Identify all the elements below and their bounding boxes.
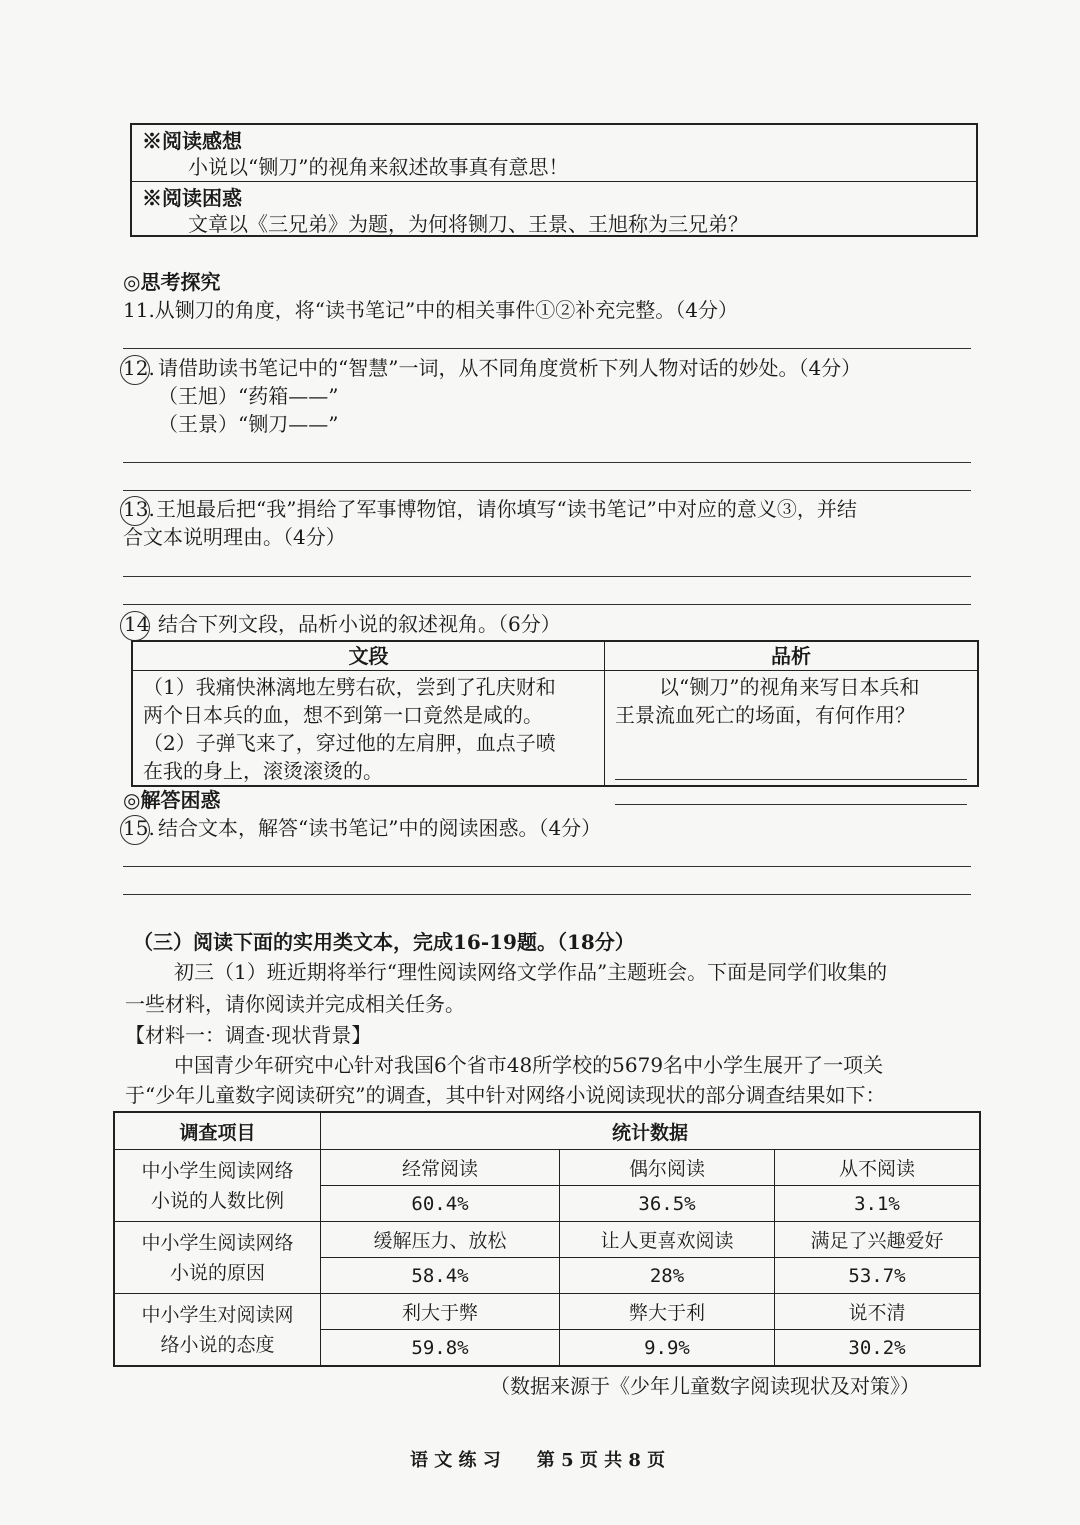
notes-label-thoughts: ※阅读感想 — [142, 129, 242, 153]
value-cell: 9.9% — [560, 1330, 775, 1367]
answer-line — [123, 604, 971, 605]
answer-line — [615, 779, 967, 780]
material-1-para-2: 于“少年儿童数字阅读研究”的调查，其中针对网络小说阅读现状的部分调查结果如下： — [125, 1083, 886, 1107]
answer-line — [123, 462, 971, 463]
row-item-reading-ratio: 中小学生阅读网络 小说的人数比例 — [114, 1150, 321, 1222]
value-cell: 59.8% — [321, 1330, 560, 1367]
dialogue-wang-jing: （王景）“铡刀——” — [158, 412, 339, 436]
value-cell: 53.7% — [775, 1258, 981, 1294]
material-1-para-1: 中国青少年研究中心针对我国6个省市48所学校的5679名中小学生展开了一项关 — [174, 1053, 884, 1077]
question-11: 11.从铡刀的角度，将“读书笔记”中的相关事件①②补充完整。（4分） — [123, 298, 738, 322]
row-item-attitude: 中小学生对阅读网 络小说的态度 — [114, 1294, 321, 1367]
question-12-number: 12. — [123, 356, 155, 380]
notes-label-confusion: ※阅读困惑 — [142, 186, 242, 210]
answer-line — [123, 576, 971, 577]
reading-notes-box — [130, 123, 978, 237]
label-cell: 弊大于利 — [560, 1294, 775, 1330]
answer-line — [123, 348, 971, 349]
section-think-heading: ◎思考探究 — [123, 270, 221, 294]
passage-2a: （2）子弹飞来了，穿过他的左肩胛，血点子喷 — [143, 731, 556, 755]
value-cell: 36.5% — [560, 1186, 775, 1222]
question-12: 请借助读书笔记中的“智慧”一词，从不同角度赏析下列人物对话的妙处。（4分） — [158, 356, 862, 380]
question-13: 王旭最后把“我”捐给了军事博物馆，请你填写“读书笔记”中对应的意义③，并结 — [156, 497, 857, 521]
label-cell: 缓解压力、放松 — [321, 1222, 560, 1258]
part-3-intro-1: 初三（1）班近期将举行“理性阅读网络文学作品”主题班会。下面是同学们收集的 — [174, 960, 888, 984]
passage-2b: 在我的身上，滚烫滚烫的。 — [143, 759, 383, 783]
analysis-cell — [605, 671, 979, 787]
label-cell: 满足了兴趣爱好 — [775, 1222, 981, 1258]
survey-table — [113, 1111, 981, 1367]
section-answer-heading: ◎解答困惑 — [123, 788, 221, 812]
col-passage-header: 文段 — [132, 641, 605, 671]
question-13-cont: 合文本说明理由。（4分） — [123, 525, 346, 549]
question-14: 结合下列文段，品析小说的叙述视角。（6分） — [158, 612, 561, 636]
page-footer: 语 文 练 习 第 5 页 共 8 页 — [410, 1450, 666, 1471]
question-15: 结合文本，解答“读书笔记”中的阅读困惑。（4分） — [158, 816, 602, 840]
label-cell: 说不清 — [775, 1294, 981, 1330]
dialogue-wang-xu: （王旭）“药箱——” — [158, 384, 339, 408]
question-15-number: 15. — [123, 816, 155, 840]
label-cell: 从不阅读 — [775, 1150, 981, 1186]
label-cell: 偶尔阅读 — [560, 1150, 775, 1186]
question-14-number: 14 — [124, 612, 150, 636]
notes-divider — [132, 181, 976, 182]
part-3-title: （三）阅读下面的实用类文本，完成16-19题。（18分） — [133, 930, 635, 954]
value-cell: 58.4% — [321, 1258, 560, 1294]
passage-cell — [132, 671, 605, 787]
passage-1a: （1）我痛快淋漓地左劈右砍，尝到了孔庆财和 — [143, 675, 556, 699]
notes-text-confusion: 文章以《三兄弟》为题，为何将铡刀、王景、王旭称为三兄弟？ — [188, 212, 748, 236]
question-14-table — [131, 640, 979, 787]
analysis-prompt-1: 以“铡刀”的视角来写日本兵和 — [659, 675, 920, 699]
part-3-intro-2: 一些材料，请你阅读并完成相关任务。 — [125, 992, 465, 1016]
row-item-reasons: 中小学生阅读网络 小说的原因 — [114, 1222, 321, 1294]
value-cell: 3.1% — [775, 1186, 981, 1222]
header-statistics: 统计数据 — [321, 1112, 981, 1150]
answer-line — [123, 894, 971, 895]
col-analysis-header: 品析 — [605, 641, 979, 671]
notes-text-thoughts: 小说以“铡刀”的视角来叙述故事真有意思！ — [188, 155, 569, 179]
value-cell: 28% — [560, 1258, 775, 1294]
answer-line — [123, 866, 971, 867]
value-cell: 30.2% — [775, 1330, 981, 1367]
label-cell: 让人更喜欢阅读 — [560, 1222, 775, 1258]
header-survey-item: 调查项目 — [114, 1112, 321, 1150]
material-1-heading: 【材料一：调查·现状背景】 — [125, 1023, 372, 1047]
analysis-prompt-2: 王景流血死亡的场面，有何作用？ — [615, 703, 915, 727]
answer-line — [615, 804, 967, 805]
value-cell: 60.4% — [321, 1186, 560, 1222]
question-13-number: 13. — [123, 497, 155, 521]
label-cell: 利大于弊 — [321, 1294, 560, 1330]
label-cell: 经常阅读 — [321, 1150, 560, 1186]
passage-1b: 两个日本兵的血，想不到第一口竟然是咸的。 — [143, 703, 543, 727]
answer-line — [123, 490, 971, 491]
data-source-note: （数据来源于《少年儿童数字阅读现状及对策》） — [490, 1374, 920, 1398]
